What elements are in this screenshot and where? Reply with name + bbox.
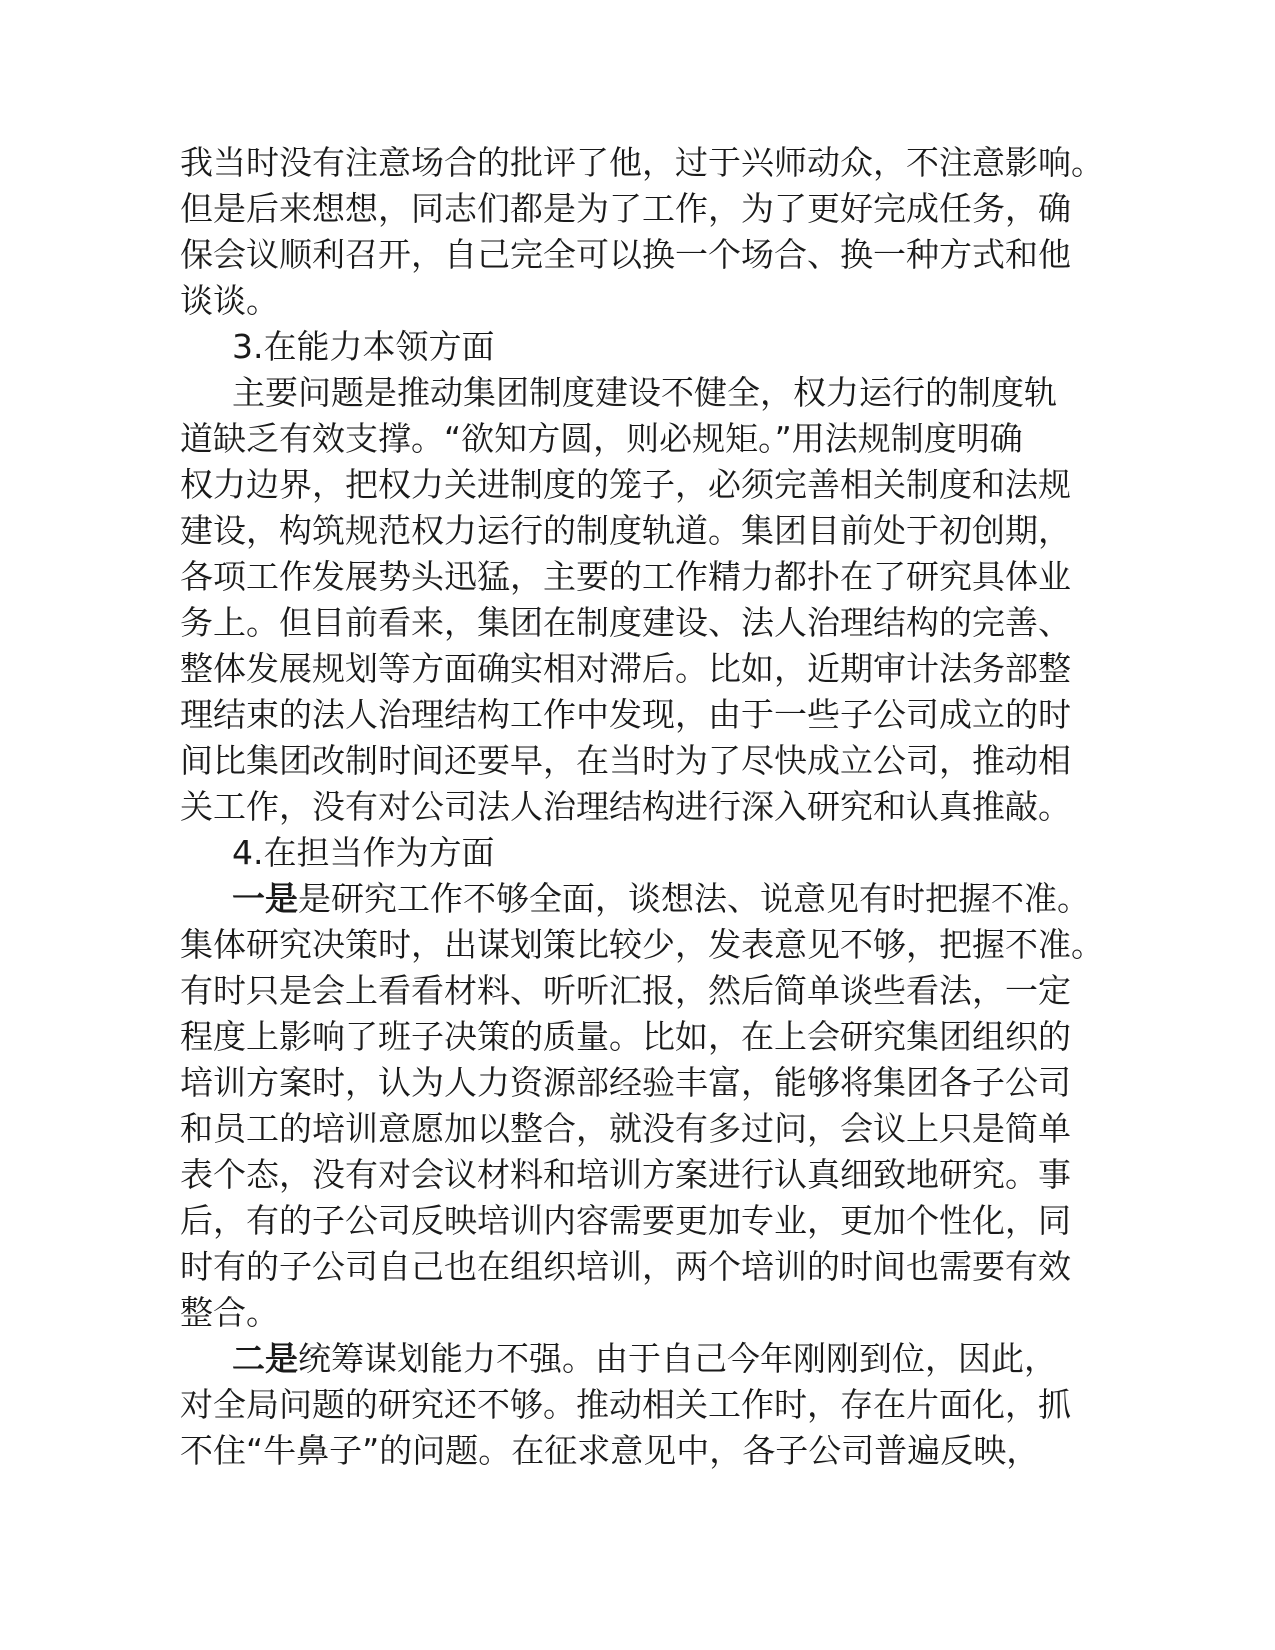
text-line: 有时只是会上看看材料、听听汇报，然后简单谈些看法，一定 xyxy=(180,971,1071,1010)
heading-text: 3.在能力本领方面 xyxy=(232,327,495,366)
text-line: 整体发展规划等方面确实相对滞后。比如，近期审计法务部整 xyxy=(180,649,1071,688)
text-line: 谈谈。 xyxy=(180,281,279,320)
text-run: 是研究工作不够全面，谈想法、说意见有时把握不准。 xyxy=(298,879,1090,918)
text-line: 和员工的培训意愿加以整合，就没有多过问，会议上只是简单 xyxy=(180,1109,1071,1148)
text-line: 不住“牛鼻子”的问题。在征求意见中，各子公司普遍反映， xyxy=(180,1431,1040,1470)
text-line: 务上。但目前看来，集团在制度建设、法人治理结构的完善、 xyxy=(180,603,1071,642)
paragraph-point-one xyxy=(180,876,1104,1336)
text-line: 间比集团改制时间还要早，在当时为了尽快成立公司，推动相 xyxy=(180,741,1071,780)
paragraph-ability xyxy=(180,370,1071,830)
text-line: 对全局问题的研究还不够。推动相关工作时，存在片面化，抓 xyxy=(180,1385,1071,1424)
text-line: 但是后来想想，同志们都是为了工作，为了更好完成任务，确 xyxy=(180,189,1071,228)
section-heading-3 xyxy=(180,324,1060,370)
paragraph-continuation xyxy=(180,140,1104,324)
text-line: 集体研究决策时，出谋划策比较少，发表意见不够，把握不准。 xyxy=(180,925,1104,964)
lead-label: 二是 xyxy=(232,1339,298,1378)
text-line: 道缺乏有效支撑。“欲知方圆，则必规矩。”用法规制度明确 xyxy=(180,419,1023,458)
text-run: 统筹谋划能力不强。由于自己今年刚刚到位，因此， xyxy=(298,1339,1057,1378)
text-line: 后，有的子公司反映培训内容需要更加专业，更加个性化，同 xyxy=(180,1201,1071,1240)
text-line: 程度上影响了班子决策的质量。比如，在上会研究集团组织的 xyxy=(180,1017,1071,1056)
text-line: 保会议顺利召开，自己完全可以换一个场合、换一种方式和他 xyxy=(180,235,1071,274)
text-line: 培训方案时，认为人力资源部经验丰富，能够将集团各子公司 xyxy=(180,1063,1071,1102)
text-line: 表个态，没有对会议材料和培训方案进行认真细致地研究。事 xyxy=(180,1155,1071,1194)
section-heading-4 xyxy=(180,830,1060,876)
text-line xyxy=(180,1336,1060,1382)
text-line xyxy=(180,876,1090,922)
paragraph-point-two xyxy=(180,1336,1071,1474)
text-line: 时有的子公司自己也在组织培训，两个培训的时间也需要有效 xyxy=(180,1247,1071,1286)
lead-label: 一是 xyxy=(232,879,298,918)
text-line: 理结束的法人治理结构工作中发现，由于一些子公司成立的时 xyxy=(180,695,1071,734)
text-line: 各项工作发展势头迅猛，主要的工作精力都扑在了研究具体业 xyxy=(180,557,1071,596)
text-line: 整合。 xyxy=(180,1293,279,1332)
text-line: 建设，构筑规范权力运行的制度轨道。集团目前处于初创期， xyxy=(180,511,1071,550)
document-body xyxy=(180,140,1104,1474)
heading-text: 4.在担当作为方面 xyxy=(232,833,495,872)
text-line: 关工作，没有对公司法人治理结构进行深入研究和认真推敲。 xyxy=(180,787,1071,826)
text-line: 主要问题是推动集团制度建设不健全，权力运行的制度轨 xyxy=(232,373,1057,412)
text-line: 我当时没有注意场合的批评了他，过于兴师动众，不注意影响。 xyxy=(180,143,1104,182)
text-line: 权力边界，把权力关进制度的笼子，必须完善相关制度和法规 xyxy=(180,465,1071,504)
